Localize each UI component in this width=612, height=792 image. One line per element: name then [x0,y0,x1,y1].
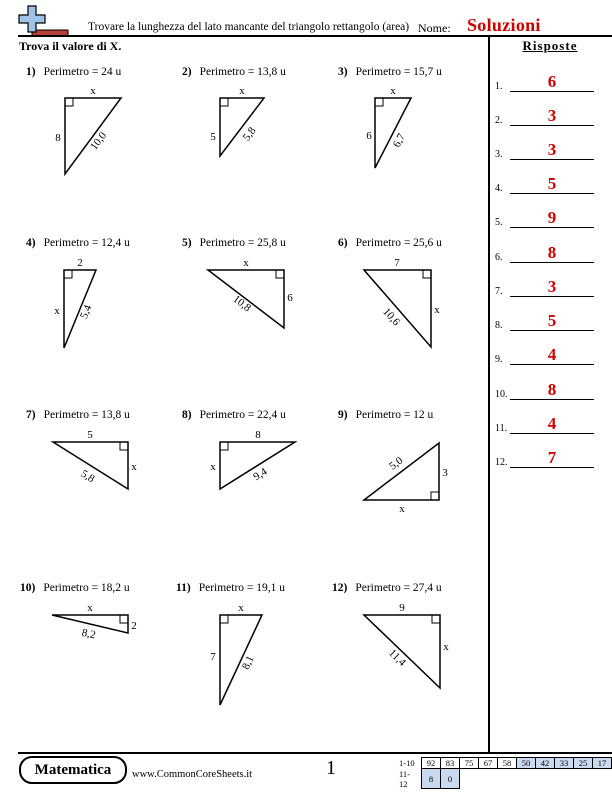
side-label: 8 [55,132,61,144]
problem-11-label: 11) Perimetro = 19,1 u [176,582,286,594]
side-label: x [131,461,137,473]
answer-value: 8 [547,243,557,262]
score-cell: 25 [574,758,593,769]
answer-number: 1. [495,81,503,92]
answer-value: 3 [547,140,557,159]
side-label: 10,8 [230,293,254,315]
answer-number: 5. [495,217,503,228]
problem-4-label: 4) Perimetro = 12,4 u [26,237,130,249]
answer-line [510,227,594,228]
answer-value: 6 [547,72,557,91]
score-cell: 42 [536,758,555,769]
score-cell: 0 [441,769,460,789]
answer-line [510,330,594,331]
triangle-3 [375,98,411,168]
site-url: www.CommonCoreSheets.it [132,769,253,780]
triangle-9 [364,443,439,500]
answer-number: 10. [495,389,508,400]
triangle-6 [364,270,431,347]
name-label: Nome: [418,21,451,35]
answer-value: 9 [547,208,557,227]
problem-8-label: 8) Perimetro = 22,4 u [182,409,286,421]
problem-6-label: 6) Perimetro = 25,6 u [338,237,442,249]
answer-line [510,467,594,468]
side-label: 5,8 [240,125,259,144]
answer-value: 4 [547,345,557,364]
answer-number: 3. [495,149,503,160]
answer-value: 8 [547,380,557,399]
side-label: 2 [77,257,83,269]
answer-line [510,296,594,297]
answer-value: 5 [547,311,557,330]
answer-value: 5 [547,174,557,193]
score-table [397,757,612,789]
answer-value: 3 [547,106,557,125]
answer-line [510,433,594,434]
side-label: x [390,85,396,97]
side-label: 10,0 [88,129,110,153]
answer-line [510,91,594,92]
side-label: 8 [255,429,261,441]
score-cell: 67 [479,758,498,769]
answer-line [510,159,594,160]
answer-number: 11. [495,423,508,434]
answer-number: 8. [495,320,503,331]
side-label: x [210,461,216,473]
problem-12-label: 12) Perimetro = 27,4 u [332,582,442,594]
side-label: 5 [210,131,216,143]
side-label: 2 [131,620,137,632]
answer-value: 4 [547,414,557,433]
answer-value: 7 [547,448,557,467]
score-row-label: 1-10 [399,758,415,768]
side-label: 9,4 [251,465,270,484]
side-label: 7 [210,651,216,663]
problem-5-label: 5) Perimetro = 25,8 u [182,237,286,249]
side-label: x [399,503,405,515]
side-label: x [443,641,449,653]
score-cell: 50 [517,758,536,769]
score-cell: 17 [593,758,612,769]
side-label: 8,2 [80,626,97,642]
answer-number: 9. [495,354,503,365]
score-cell: 75 [460,758,479,769]
side-label: 10,6 [380,305,403,329]
score-cell: 83 [441,758,460,769]
score-cell: 33 [555,758,574,769]
side-label: 6,7 [390,131,408,150]
answer-line [510,193,594,194]
problem-3-label: 3) Perimetro = 15,7 u [338,66,442,78]
triangle-1 [65,98,121,174]
side-label: 5,4 [78,303,95,321]
problem-2-label: 2) Perimetro = 13,8 u [182,66,286,78]
problem-1-label: 1) Perimetro = 24 u [26,66,122,78]
side-label: x [90,85,96,97]
score-row [397,769,612,789]
side-label: x [434,304,440,316]
side-label: 9 [399,602,405,614]
side-label: 5 [87,429,93,441]
side-label: x [87,602,93,614]
score-cell: 92 [422,758,441,769]
answer-line [510,399,594,400]
triangle-12 [364,615,440,688]
answer-number: 4. [495,183,503,194]
side-label: 3 [442,467,448,479]
side-label: 7 [394,257,400,269]
answer-line [510,364,594,365]
problem-10-label: 10) Perimetro = 18,2 u [20,582,130,594]
subject-badge: Matematica [19,756,127,784]
problem-7-label: 7) Perimetro = 13,8 u [26,409,130,421]
side-label: x [238,602,244,614]
answer-number: 7. [495,286,503,297]
page-number: 1 [326,757,336,779]
answer-number: 2. [495,115,503,126]
problem-9-label: 9) Perimetro = 12 u [338,409,434,421]
triangle-2 [220,98,264,156]
score-cell: 8 [422,769,441,789]
name-value: Soluzioni [467,15,541,35]
score-row [397,758,612,769]
answer-number: 12. [495,457,508,468]
footer-rule [18,752,612,754]
worksheet-title: Trovare la lunghezza del lato mancante del triangolo rettangolo (area) [88,21,410,33]
side-label: 6 [287,292,293,304]
side-label: x [54,305,60,317]
answers-title: Risposte [522,38,578,53]
side-label: 8,1 [239,653,257,672]
answer-line [510,125,594,126]
side-label: 6 [366,130,372,142]
answer-value: 3 [547,277,557,296]
instructions: Trova il valore di X. [19,39,122,53]
score-row-label: 11-12 [399,768,411,789]
score-cell: 58 [498,758,517,769]
side-label: x [243,257,249,269]
side-label: 11,4 [386,646,409,669]
answer-number: 6. [495,252,503,263]
side-label: x [239,85,245,97]
side-label: 5,8 [78,467,97,486]
answer-line [510,262,594,263]
side-label: 5,0 [387,454,406,473]
